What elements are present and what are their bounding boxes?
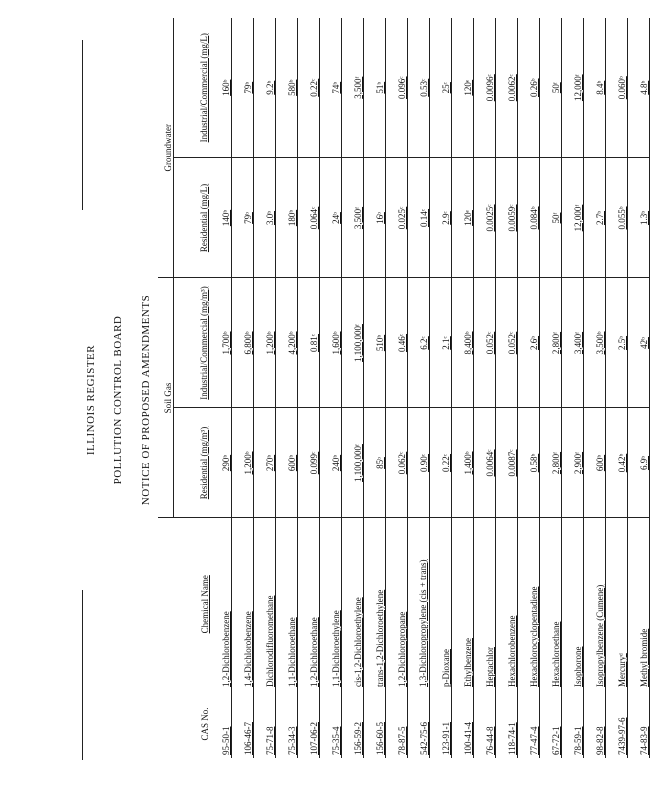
soil-gas-group-header: Soil Gas [158, 278, 174, 518]
header-spacer [158, 518, 174, 690]
soil-gas-industrial-header: Industrial/Commercial (mg/m³) [174, 278, 210, 408]
groundwater-industrial-cell: 50ᶠ [539, 18, 561, 158]
soil-gas-residential-cell: 290ᵇ [210, 408, 232, 518]
soil-gas-residential-cell: 0.90ᶜ [407, 408, 429, 518]
groundwater-industrial-cell: 8.4ᵇ [583, 18, 605, 158]
table-row [605, 18, 627, 758]
table-row [429, 18, 451, 758]
cas-number-cell: 118-74-1 [495, 690, 517, 758]
header-rule-right [82, 40, 83, 210]
cas-number-cell: 156-60-5 [363, 690, 385, 758]
groundwater-industrial-cell: 0.0096ᶜ [473, 18, 495, 158]
groundwater-industrial-cell: 25ᶜ [429, 18, 451, 158]
chemical-name-cell: cis-1,2-Dichloroethylene [341, 518, 363, 690]
board-title: POLLUTION CONTROL BOARD [112, 315, 124, 485]
groundwater-residential-cell: 180ᵇ [275, 158, 297, 278]
table-row [539, 18, 561, 758]
table-body [210, 18, 650, 758]
soil-gas-industrial-cell: 2.6ᵇ [517, 278, 539, 408]
soil-gas-industrial-cell: 3,500ᵇ [583, 278, 605, 408]
soil-gas-residential-cell: 0.0087ᶜ [495, 408, 517, 518]
soil-gas-residential-cell: 240ᵇ [319, 408, 341, 518]
groundwater-residential-cell: 2.9ᶜ [429, 158, 451, 278]
table-row [275, 18, 297, 758]
groundwater-residential-cell: 0.14ᶜ [407, 158, 429, 278]
groundwater-group-header: Groundwater [158, 18, 174, 278]
chemical-name-cell: 1,3-Dichloropropylene (cis + trans) [407, 518, 429, 690]
cas-number-cell: 95-50-1 [210, 690, 232, 758]
groundwater-residential-cell: 1.3ᵇ [627, 158, 649, 278]
groundwater-industrial-cell: 12,000ᶠ [561, 18, 583, 158]
soil-gas-industrial-cell: 1,600ᵇ [319, 278, 341, 408]
soil-gas-residential-cell: 85ᵇ [363, 408, 385, 518]
chemical-name-cell: Isopropylbenzene (Cumene) [583, 518, 605, 690]
chemical-name-cell: Isophorone [561, 518, 583, 690]
cas-number-cell: 78-59-1 [561, 690, 583, 758]
cas-number-cell: 542-75-6 [407, 690, 429, 758]
groundwater-industrial-cell: 580ᵇ [275, 18, 297, 158]
chemical-name-cell: Ethylbenzene [451, 518, 473, 690]
table-row [517, 18, 539, 758]
chemical-name-cell: Hexachloroethane [539, 518, 561, 690]
cas-number-cell: 76-44-8 [473, 690, 495, 758]
groundwater-residential-cell: 2.7ᵇ [583, 158, 605, 278]
soil-gas-industrial-cell: 4,200ᵇ [275, 278, 297, 408]
header-rule-left [82, 590, 83, 760]
soil-gas-industrial-cell: 6,800ᵇ [231, 278, 253, 408]
cas-column-header: CAS No. [199, 707, 210, 741]
groundwater-industrial-cell: 0.096ᶜ [385, 18, 407, 158]
groundwater-industrial-cell: 4.8ᵇ [627, 18, 649, 158]
soil-gas-industrial-cell: 0.052ᶜ [495, 278, 517, 408]
table-row [451, 18, 473, 758]
cas-number-cell: 78-87-5 [385, 690, 407, 758]
chemical-name-cell: 1,1-Dichloroethane [275, 518, 297, 690]
groundwater-residential-cell: 50ᶠ [539, 158, 561, 278]
groundwater-residential-cell: 0.055ᵇ [605, 158, 627, 278]
table-row [319, 18, 341, 758]
table-row [253, 18, 275, 758]
soil-gas-residential-cell: 270ᵇ [253, 408, 275, 518]
table-row [231, 18, 253, 758]
soil-gas-residential-cell: 1,400ᵇ [451, 408, 473, 518]
cas-number-cell: 7439-97-6 [605, 690, 627, 758]
groundwater-industrial-cell: 0.53ᶜ [407, 18, 429, 158]
groundwater-residential-cell: 0.025ᶜ [385, 158, 407, 278]
table-row [297, 18, 319, 758]
table-row [561, 18, 583, 758]
soil-gas-industrial-cell: 8,400ᵇ [451, 278, 473, 408]
groundwater-residential-cell: 3,500ᶠ [341, 158, 363, 278]
chemical-name-cell: Mercuryᵈ [605, 518, 627, 690]
cas-number-cell: 156-59-2 [341, 690, 363, 758]
soil-gas-industrial-cell: 1,700ᵇ [210, 278, 232, 408]
table-row [473, 18, 495, 758]
groundwater-industrial-cell: 79ᵇ [231, 18, 253, 158]
soil-gas-industrial-cell: 2.1ᶜ [429, 278, 451, 408]
cas-number-cell: 75-35-4 [319, 690, 341, 758]
chemical-name-cell: 1,2-Dichloroethane [297, 518, 319, 690]
groundwater-residential-cell: 0.064ᶜ [297, 158, 319, 278]
groundwater-residential-header: Residential (mg/L) [174, 158, 210, 278]
groundwater-industrial-cell: 9.2ᵇ [253, 18, 275, 158]
soil-gas-residential-cell: 2,800ᶠ [539, 408, 561, 518]
groundwater-residential-cell: 16ᵇ [363, 158, 385, 278]
table-row [583, 18, 605, 758]
chemical-name-cell: 1,2-Dichlorobenzene [210, 518, 232, 690]
soil-gas-residential-cell: 600ᵇ [583, 408, 605, 518]
soil-gas-industrial-cell: 510ᵇ [363, 278, 385, 408]
groundwater-industrial-cell: 51ᵇ [363, 18, 385, 158]
soil-gas-industrial-cell: 6.2ᶜ [407, 278, 429, 408]
cas-number-cell: 106-46-7 [231, 690, 253, 758]
soil-gas-residential-cell: 0.099ᶜ [297, 408, 319, 518]
groundwater-residential-cell: 3.0ᵇ [253, 158, 275, 278]
chemical-name-cell: Methyl bromide [627, 518, 649, 690]
groundwater-industrial-cell: 120ᵉ [451, 18, 473, 158]
soil-gas-residential-cell: 6.9ᵇ [627, 408, 649, 518]
soil-gas-residential-header: Residential (mg/m³) [174, 408, 210, 518]
groundwater-industrial-cell: 0.0062ᶜ [495, 18, 517, 158]
cas-number-cell: 123-91-1 [429, 690, 451, 758]
chemical-name-cell: Hexachlorobenzene [495, 518, 517, 690]
soil-gas-residential-cell: 0.58ᵇ [517, 408, 539, 518]
groundwater-industrial-header: Industrial/Commercial (mg/L) [198, 33, 209, 143]
cas-number-cell: 75-34-3 [275, 690, 297, 758]
header-spacer [158, 690, 174, 758]
groundwater-industrial-cell: 0.060ᵇ [605, 18, 627, 158]
soil-gas-industrial-cell: 0.46ᶜ [385, 278, 407, 408]
chemical-name-cell: 1,2-Dichloropropane [385, 518, 407, 690]
chemical-name-column-header: Chemical Name [174, 518, 210, 690]
groundwater-residential-cell: 79ᵇ [231, 158, 253, 278]
groundwater-industrial-cell: 0.22ᶜ [297, 18, 319, 158]
soil-gas-residential-cell: 2,900ᶠ [561, 408, 583, 518]
groundwater-industrial-cell: 3,500ᶠ [341, 18, 363, 158]
soil-gas-industrial-cell: 2,800ᶠ [539, 278, 561, 408]
cas-number-cell: 98-82-8 [583, 690, 605, 758]
soil-gas-residential-cell: 0.0064ᶜ [473, 408, 495, 518]
groundwater-residential-cell: 0.084ᵇ [517, 158, 539, 278]
soil-gas-industrial-cell: 42ᵇ [627, 278, 649, 408]
soil-gas-industrial-cell: 2.5ᵇ [605, 278, 627, 408]
groundwater-residential-cell: 0.0025ᶜ [473, 158, 495, 278]
table-row [210, 18, 232, 758]
remediation-table [158, 18, 650, 758]
chemical-name-cell: trans-1,2-Dichloroethylene [363, 518, 385, 690]
soil-gas-residential-cell: 1,100,000ᶠ [341, 408, 363, 518]
notice-title: NOTICE OF PROPOSED AMENDMENTS [140, 294, 152, 506]
soil-gas-residential-cell: 600ᵇ [275, 408, 297, 518]
soil-gas-residential-cell: 0.22ᶜ [429, 408, 451, 518]
cas-number-cell: 75-71-8 [253, 690, 275, 758]
chemical-name-cell: p-Dioxane [429, 518, 451, 690]
groundwater-industrial-cell: 160ᵇ [210, 18, 232, 158]
table-row [627, 18, 649, 758]
soil-gas-residential-cell: 1,200ᵇ [231, 408, 253, 518]
groundwater-residential-cell: 24ᵇ [319, 158, 341, 278]
chemical-name-cell: Dichlorodifluoromethane [253, 518, 275, 690]
groundwater-residential-cell: 12,000ᶠ [561, 158, 583, 278]
groundwater-residential-cell: 120ᵉ [451, 158, 473, 278]
soil-gas-industrial-cell: 3,400ᶠ [561, 278, 583, 408]
soil-gas-residential-cell: 0.42ᵇ [605, 408, 627, 518]
cas-number-cell: 77-47-4 [517, 690, 539, 758]
table-row [363, 18, 385, 758]
chemical-name-cell: Hexachlorocyclopentadiene [517, 518, 539, 690]
table-row [495, 18, 517, 758]
cas-number-cell: 74-83-9 [627, 690, 649, 758]
soil-gas-residential-cell: 0.062ᶜ [385, 408, 407, 518]
soil-gas-industrial-cell: 1,200ᵇ [253, 278, 275, 408]
table-row [341, 18, 363, 758]
register-title: ILLINOIS REGISTER [85, 344, 97, 456]
cas-number-cell: 100-41-4 [451, 690, 473, 758]
groundwater-industrial-cell: 74ᵇ [319, 18, 341, 158]
table-row [407, 18, 429, 758]
groundwater-residential-cell: 140ᵇ [210, 158, 232, 278]
soil-gas-industrial-cell: 0.052ᶜ [473, 278, 495, 408]
groundwater-residential-cell: 0.0059ᶜ [495, 158, 517, 278]
chemical-name-cell: 1,1-Dichloroethylene [319, 518, 341, 690]
chemical-name-cell: 1,4-Dichlorobenzene [231, 518, 253, 690]
cas-number-cell: 67-72-1 [539, 690, 561, 758]
soil-gas-industrial-cell: 1,100,000ᶠ [341, 278, 363, 408]
groundwater-industrial-cell: 0.26ᵇ [517, 18, 539, 158]
table-row [385, 18, 407, 758]
soil-gas-industrial-cell: 0.81ᶜ [297, 278, 319, 408]
cas-number-cell: 107-06-2 [297, 690, 319, 758]
chemical-name-cell: Heptachlor [473, 518, 495, 690]
